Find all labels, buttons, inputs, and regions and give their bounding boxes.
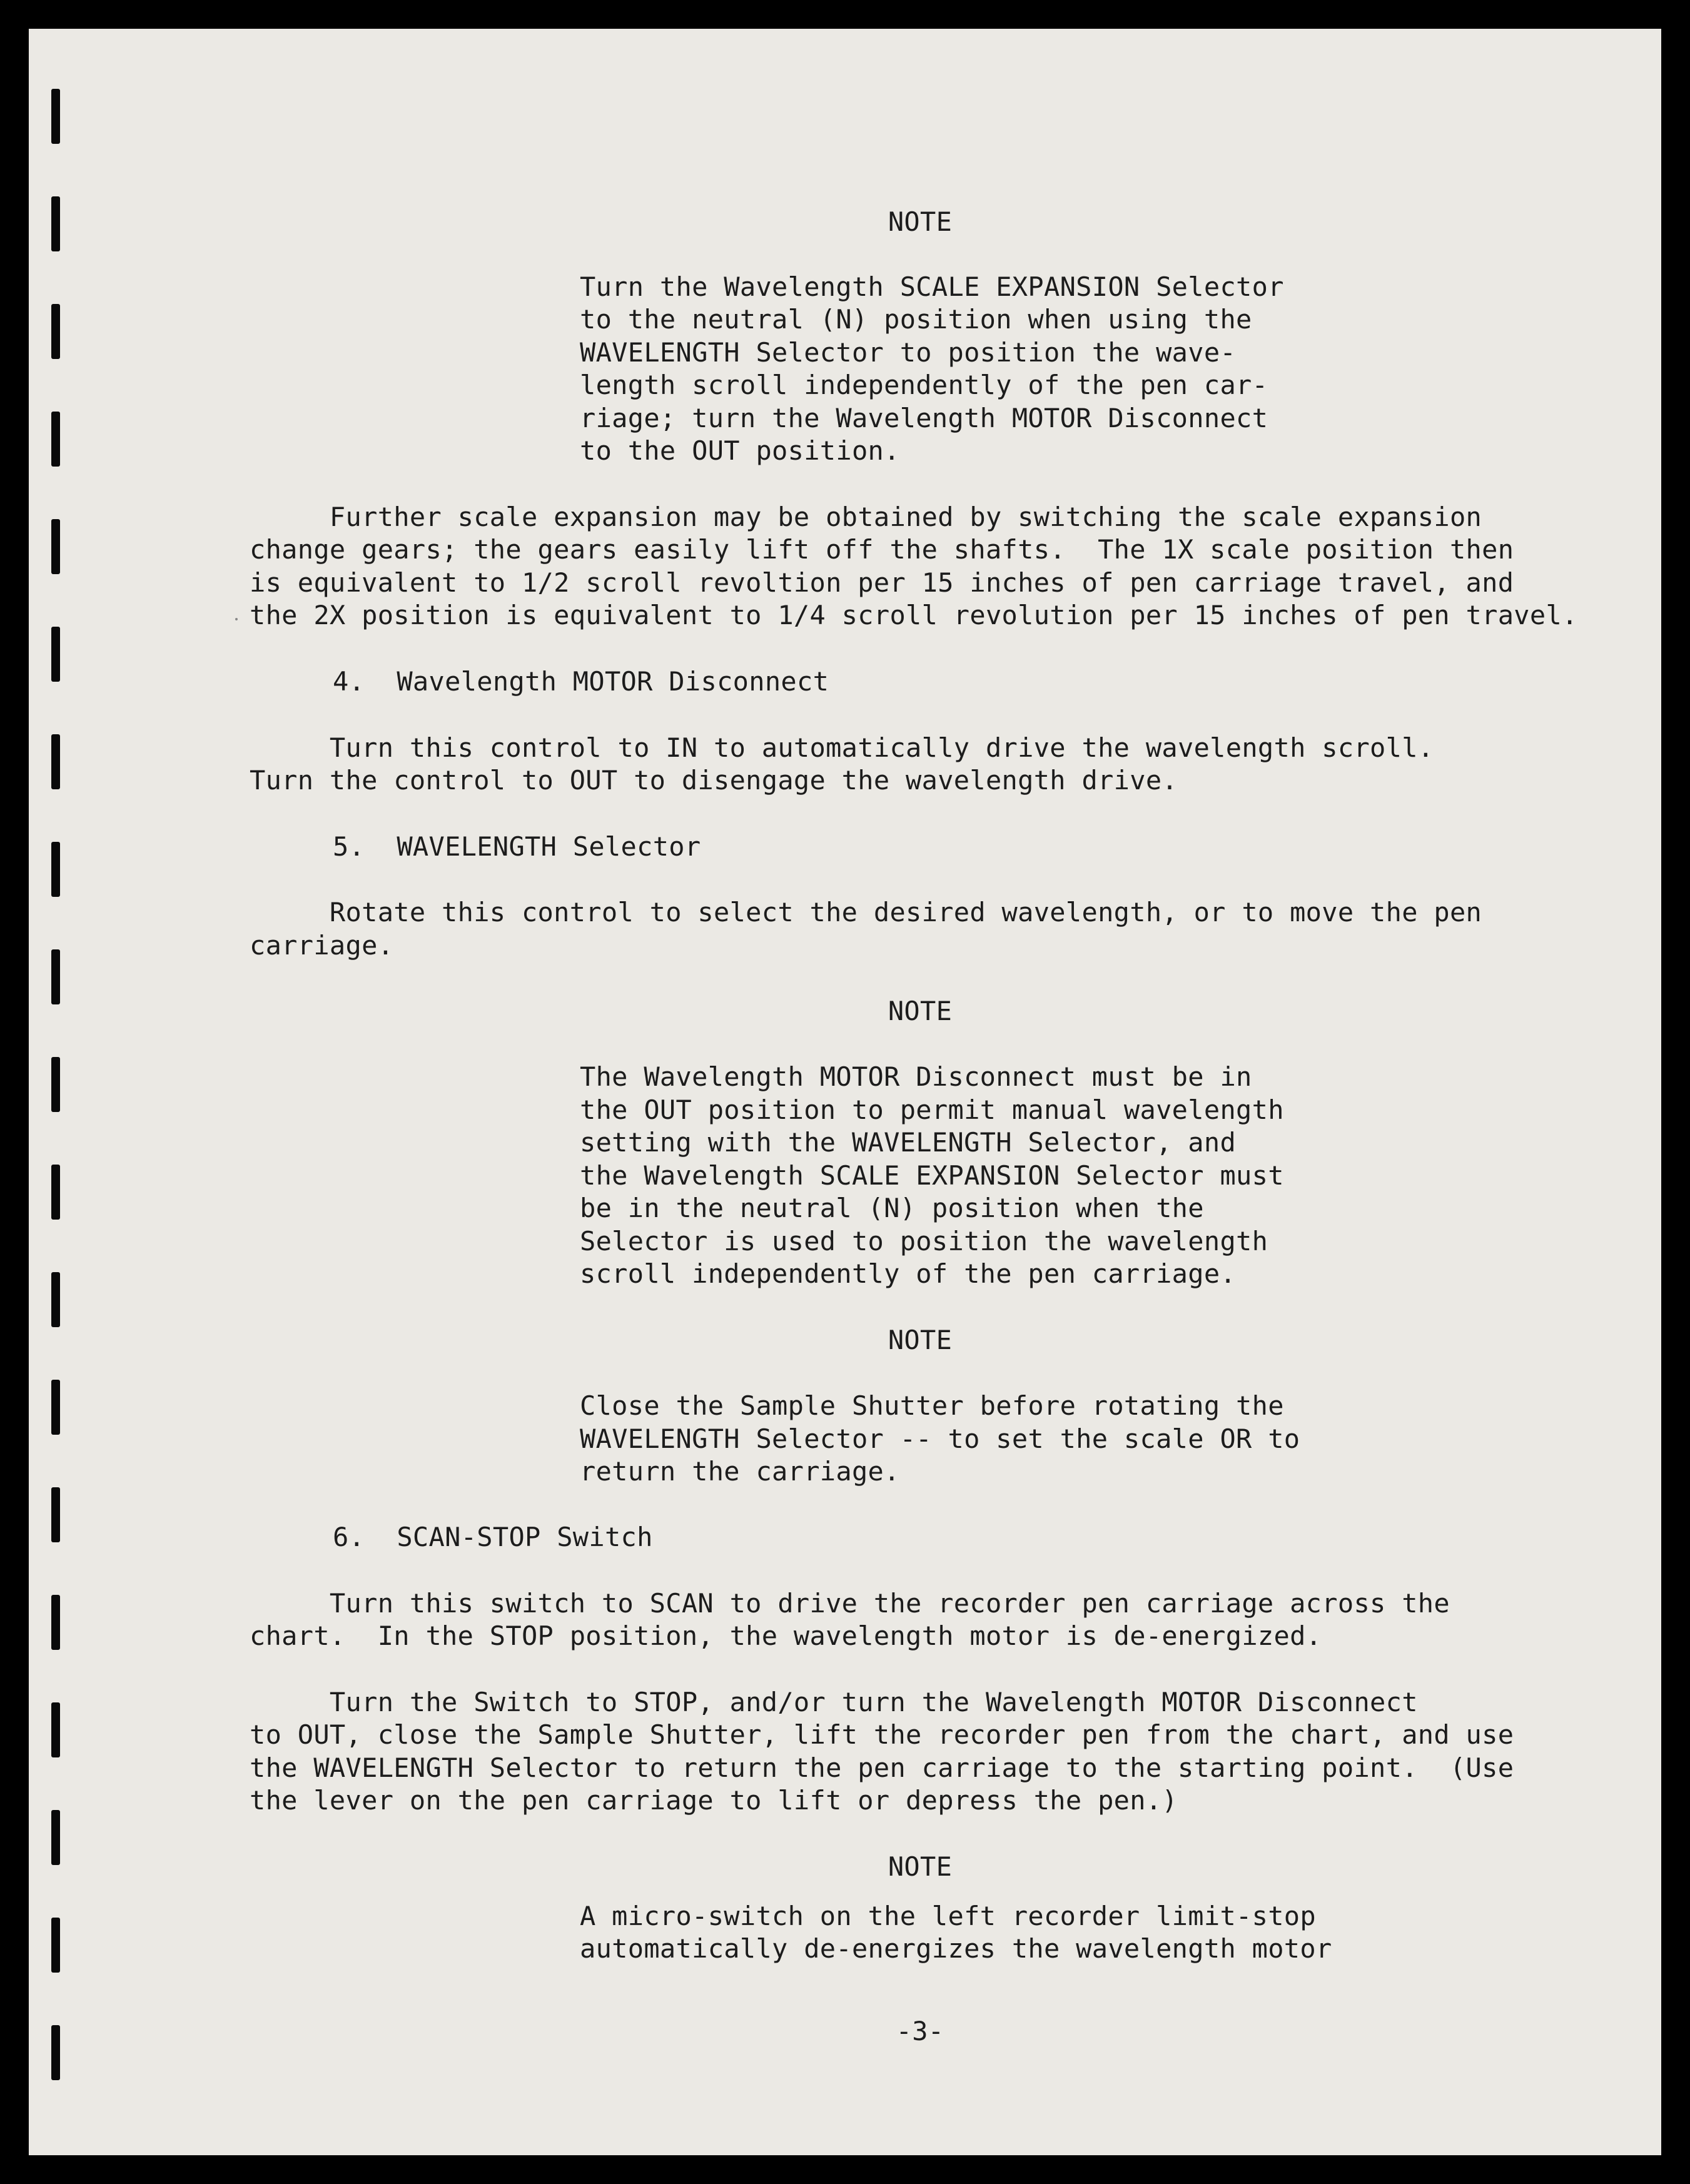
note-line: automatically de-energizes the wavelength motor [580,1933,1332,1964]
section-heading: 6. SCAN-STOP Switch [333,1522,653,1552]
paragraph-line: the WAVELENGTH Selector to return the pen carriage to the starting point. (Use [250,1752,1514,1783]
note-line: scroll independently of the pen carriage. [580,1258,1237,1289]
binder-hole [51,1702,60,1757]
binder-hole [51,1487,60,1542]
binder-hole [51,842,60,897]
note-heading: NOTE [888,996,953,1026]
binder-hole [51,949,60,1004]
binder-hole [51,1810,60,1865]
note-line: be in the neutral (N) position when the [580,1193,1204,1223]
paragraph-line: carriage. [250,930,394,961]
paragraph-line: Turn the Switch to STOP, and/or turn the Wavelength MOTOR Disconnect [250,1687,1418,1717]
document-page [29,29,1661,2155]
binder-hole [51,89,60,144]
note-line: length scroll independently of the pen car- [580,370,1268,400]
paragraph-line: to OUT, close the Sample Shutter, lift the recorder pen from the chart, and use [250,1719,1514,1750]
binder-hole [51,1380,60,1435]
section-heading: 4. Wavelength MOTOR Disconnect [333,666,829,697]
binder-hole [51,304,60,359]
binder-hole [51,1165,60,1220]
note-line: the Wavelength SCALE EXPANSION Selector must [580,1160,1284,1191]
note-heading: NOTE [888,1851,953,1882]
paragraph-line: change gears; the gears easily lift off the shafts. The 1X scale position then [250,534,1514,565]
binder-hole [51,734,60,789]
paragraph-line: the lever on the pen carriage to lift or depress the pen.) [250,1785,1178,1816]
note-line: Close the Sample Shutter before rotating the [580,1390,1284,1421]
binder-hole [51,412,60,467]
note-heading: NOTE [888,206,953,237]
page-number: -3- [896,2016,944,2046]
note-line: the OUT position to permit manual wavelength [580,1095,1284,1125]
note-line: to the neutral (N) position when using the [580,304,1252,335]
note-line: Turn the Wavelength SCALE EXPANSION Selector [580,271,1284,302]
paragraph-line: is equivalent to 1/2 scroll revoltion per 15 inches of pen carriage travel, and [250,567,1514,598]
note-line: The Wavelength MOTOR Disconnect must be in [580,1061,1252,1092]
note-line: WAVELENGTH Selector to position the wave- [580,337,1237,368]
note-line: Selector is used to position the wavelength [580,1226,1268,1256]
binder-hole [51,1595,60,1650]
binder-hole [51,2025,60,2080]
note-line: to the OUT position. [580,435,900,466]
note-line: riage; turn the Wavelength MOTOR Disconnect [580,403,1268,433]
section-heading: 5. WAVELENGTH Selector [333,831,701,862]
note-line: WAVELENGTH Selector -- to set the scale OR to [580,1423,1300,1454]
binder-hole [51,1918,60,1973]
paragraph-line: Further scale expansion may be obtained by switching the scale expansion [250,502,1482,532]
binder-hole [51,1057,60,1112]
note-heading: NOTE [888,1325,953,1355]
paragraph-line: Rotate this control to select the desired wavelength, or to move the pen [250,897,1482,928]
note-line: A micro-switch on the left recorder limit-stop [580,1901,1316,1931]
stray-mark [235,618,238,620]
note-line: return the carriage. [580,1456,900,1487]
binder-hole [51,1272,60,1327]
paragraph-line: chart. In the STOP position, the wavelength motor is de-energized. [250,1620,1322,1651]
paragraph-line: the 2X position is equivalent to 1/4 scroll revolution per 15 inches of pen travel. [250,600,1578,630]
paragraph-line: Turn this control to IN to automatically drive the wavelength scroll. [250,732,1434,763]
note-line: setting with the WAVELENGTH Selector, and [580,1127,1237,1158]
binder-hole [51,196,60,251]
binder-hole [51,519,60,574]
paragraph-line: Turn this switch to SCAN to drive the recorder pen carriage across the [250,1588,1450,1619]
binder-hole [51,627,60,682]
paragraph-line: Turn the control to OUT to disengage the wavelength drive. [250,765,1178,796]
